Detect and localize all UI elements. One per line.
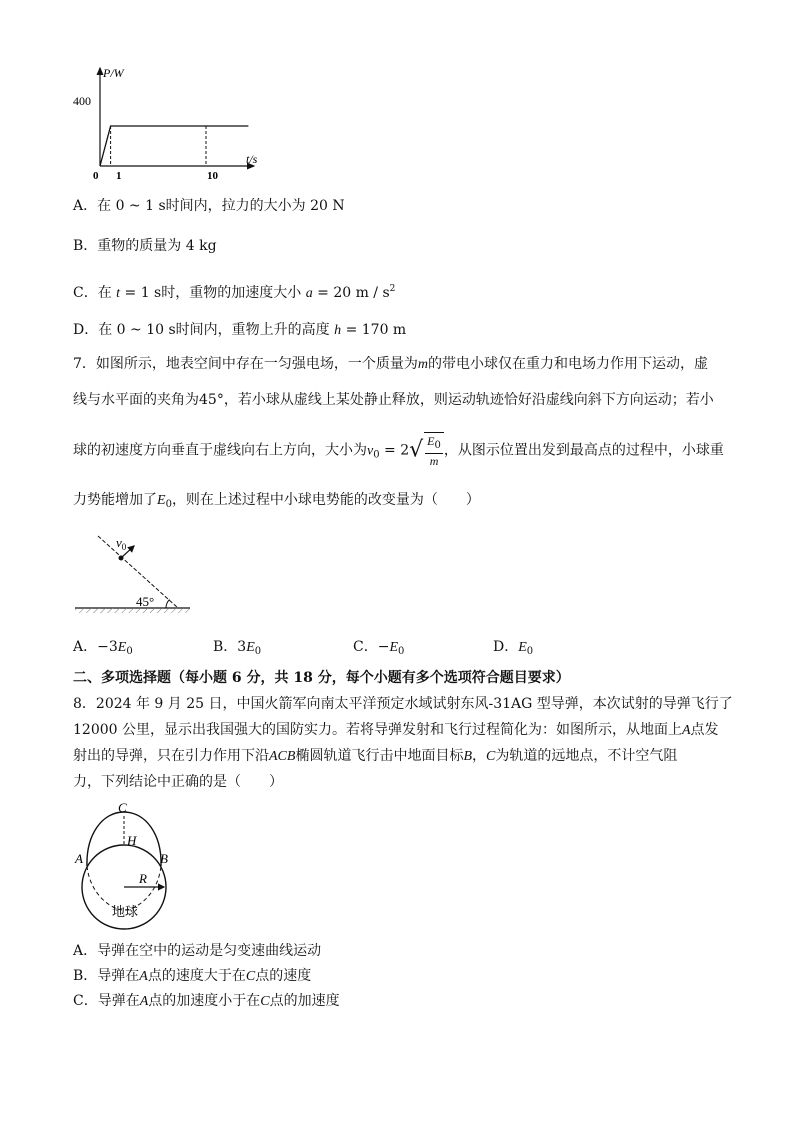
- angle-arc: [166, 600, 170, 609]
- label-h: H: [127, 833, 137, 848]
- q8-line-3: 射出的导弹，只在引力作用下沿ACB椭圆轨道飞行击中地面目标B，C为轨道的远地点，不计空气阻: [73, 748, 678, 764]
- power-line: [100, 126, 248, 166]
- y-tick-400: 400: [73, 94, 91, 108]
- q7-line-3: 球的初速度方向垂直于虚线向右上方向，大小为$v_0 = 2√$ $\frac{E_0}{m}$ ，从图示位置出发到最高点的过程中，小球重: [73, 434, 724, 468]
- q7-incline-figure: [70, 530, 200, 616]
- q7-option-a: A．$-3E_0$: [73, 639, 133, 657]
- q6-option-b: B．重物的质量为 4 kg: [73, 238, 217, 254]
- q8-line-4: 力，下列结论中正确的是（ ）: [73, 774, 283, 790]
- y-axis-label: P/W: [103, 66, 124, 80]
- x-tick-1: 1: [116, 170, 122, 182]
- q7-line-2: 线与水平面的夹角为45°，若小球从虚线上某处静止释放，则运动轨迹恰好沿虚线向斜下方向运动；若小: [73, 392, 714, 408]
- q8-line-2: 12000 公里，显示出我国强大的国防实力。若将导弹发射和飞行过程简化为：如图所示，从地面上A点发: [73, 722, 719, 738]
- q6-option-d: D．在 0 ~ 10 s时间内，重物上升的高度 h = 170 m: [73, 322, 407, 338]
- v0-label: $v_0$: [116, 535, 127, 552]
- q7-option-d: D．$E_0$: [493, 639, 534, 657]
- q7-line-4: 力势能增加了$E_0$，则在上述过程中小球电势能的改变量为（ ）: [73, 492, 480, 510]
- q7-option-c: C．$-E_0$: [353, 639, 405, 657]
- power-time-graph: [70, 62, 270, 182]
- q6-option-c: C．在 t = 1 s时，重物的加速度大小 a = 20 m / $s^2$: [73, 284, 396, 301]
- q8-orbit-figure: [72, 800, 182, 932]
- q7-option-b: B．$3E_0$: [213, 639, 262, 657]
- angle-label: 45°: [136, 594, 155, 609]
- q8-line-1: 8．2024 年 9 月 25 日，中国火箭军向南太平洋预定水域试射东风-31AG 型导弹，本次试射的导弹飞行了: [73, 696, 733, 712]
- label-c: C: [118, 800, 127, 815]
- label-r: R: [139, 871, 147, 886]
- q7-line-1: 7．如图所示，地表空间中存在一匀强电场，一个质量为m的带电小球仅在重力和电场力作用下运动，虚: [73, 356, 709, 372]
- section-2-title: 二、多项选择题（每小题 6 分，共 18 分，每个小题有多个选项符合题目要求）: [73, 670, 570, 686]
- q8-option-b: B．导弹在A点的速度大于在C点的速度: [73, 968, 312, 984]
- ground-hatch: [75, 608, 190, 613]
- q8-option-c: C．导弹在A点的加速度小于在C点的加速度: [73, 993, 340, 1009]
- q6-option-a: A．在 0 ~ 1 s时间内，拉力的大小为 20 N: [73, 198, 345, 214]
- x-tick-0: 0: [93, 170, 99, 182]
- x-axis-label: t/s: [246, 152, 258, 166]
- x-tick-10: 10: [207, 170, 218, 182]
- label-b: B: [160, 851, 168, 866]
- q8-option-a: A．导弹在空中的运动是匀变速曲线运动: [73, 943, 322, 959]
- label-earth: 地球: [112, 904, 139, 919]
- label-a: A: [75, 851, 83, 866]
